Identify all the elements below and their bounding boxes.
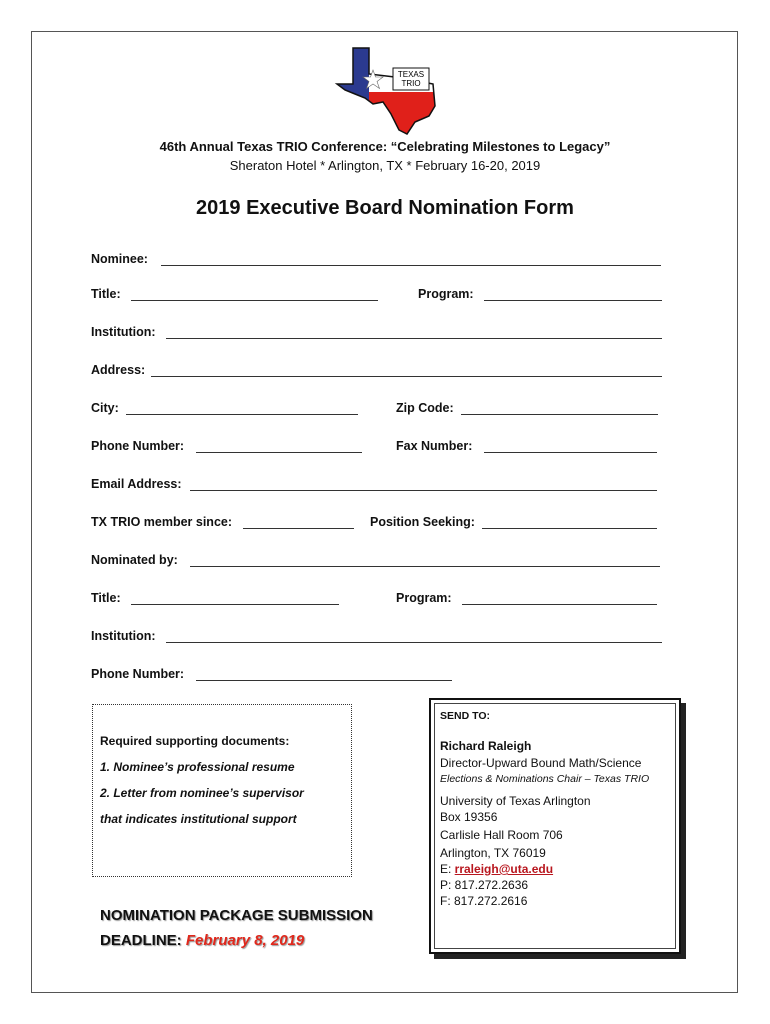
- city-field[interactable]: [91, 401, 119, 415]
- deadline-line-2: [100, 932, 304, 949]
- program-line: [484, 300, 662, 301]
- nominator-institution-label: Institution:: [91, 629, 156, 643]
- nominator-phone-label: Phone Number:: [91, 667, 185, 681]
- program-label: Program:: [418, 287, 474, 301]
- requirements-heading: Required supporting documents:: [100, 734, 290, 748]
- deadline-label: DEADLINE:: [100, 932, 182, 949]
- nominator-institution-line: [166, 642, 662, 643]
- contact-phone: P: 817.272.2636: [440, 878, 529, 892]
- nominee-line: [161, 265, 661, 266]
- nominator-program-line: [462, 604, 657, 605]
- nominator-phone-field[interactable]: [91, 667, 184, 681]
- title-label: Title:: [91, 287, 121, 301]
- position-line: [482, 528, 657, 529]
- address-line: [151, 376, 662, 377]
- fax-line: [484, 452, 657, 453]
- nominated-by-field[interactable]: [91, 553, 178, 567]
- member-since-label: TX TRIO member since:: [91, 515, 233, 529]
- zip-field[interactable]: [396, 401, 454, 415]
- institution-field[interactable]: [91, 325, 156, 339]
- nominee-field[interactable]: [91, 252, 148, 266]
- nominated-by-label: Nominated by:: [91, 553, 178, 567]
- deadline-date: February 8, 2019: [185, 932, 305, 949]
- phone-line: [196, 452, 362, 453]
- fax-field[interactable]: [396, 439, 472, 453]
- city-label: City:: [91, 401, 119, 415]
- nominator-title-field[interactable]: [91, 591, 121, 605]
- requirement-item-2-continued: that indicates institutional support: [100, 812, 297, 826]
- program-field[interactable]: [418, 287, 474, 301]
- contact-room: Carlisle Hall Room 706: [440, 828, 563, 842]
- contact-name: Richard Raleigh: [440, 739, 532, 753]
- address-field[interactable]: [91, 363, 145, 377]
- send-to-box: [429, 698, 681, 954]
- title-line: [131, 300, 378, 301]
- nominated-by-line: [190, 566, 660, 567]
- email-field[interactable]: [91, 477, 182, 491]
- deadline-line-1: NOMINATION PACKAGE SUBMISSION: [100, 907, 373, 924]
- form-title: 2019 Executive Board Nomination Form: [196, 197, 574, 219]
- texas-trio-logo: [333, 44, 438, 136]
- contact-fax: F: 817.272.2616: [440, 894, 528, 908]
- contact-email-link[interactable]: rraleigh@uta.edu: [454, 862, 554, 876]
- email-prefix: E:: [440, 862, 455, 876]
- logo-text-trio: TRIO: [401, 79, 421, 88]
- conference-venue: Sheraton Hotel * Arlington, TX * February 16-20, 2019: [229, 158, 541, 173]
- nominator-title-line: [131, 604, 339, 605]
- contact-position: Director-Upward Bound Math/Science: [440, 756, 642, 770]
- member-since-line: [243, 528, 354, 529]
- contact-city: Arlington, TX 76019: [440, 846, 546, 860]
- email-line: [190, 490, 657, 491]
- logo-text-texas: TEXAS: [397, 70, 425, 79]
- contact-university: University of Texas Arlington: [440, 794, 591, 808]
- city-line: [126, 414, 358, 415]
- requirement-item-2: 2. Letter from nominee’s supervisor: [100, 786, 304, 800]
- fax-label: Fax Number:: [396, 439, 473, 453]
- nominator-program-label: Program:: [396, 591, 452, 605]
- requirement-item-1: 1. Nominee’s professional resume: [100, 760, 295, 774]
- nominator-program-field[interactable]: [396, 591, 452, 605]
- nominator-institution-field[interactable]: [91, 629, 156, 643]
- send-to-heading: SEND TO:: [440, 710, 490, 722]
- zip-line: [461, 414, 658, 415]
- position-label: Position Seeking:: [370, 515, 475, 529]
- title-field[interactable]: [91, 287, 121, 301]
- address-label: Address:: [91, 363, 146, 377]
- position-field[interactable]: [370, 515, 475, 529]
- zip-label: Zip Code:: [396, 401, 454, 415]
- institution-line: [166, 338, 662, 339]
- nominator-phone-line: [196, 680, 452, 681]
- requirements-box: [92, 704, 352, 877]
- member-since-field[interactable]: [91, 515, 232, 529]
- nominator-title-label: Title:: [91, 591, 121, 605]
- phone-field[interactable]: [91, 439, 184, 453]
- nominee-label: Nominee:: [91, 252, 148, 266]
- contact-email-row: [440, 862, 553, 876]
- institution-label: Institution:: [91, 325, 156, 339]
- phone-label: Phone Number:: [91, 439, 185, 453]
- contact-box: Box 19356: [440, 810, 498, 824]
- contact-role: Elections & Nominations Chair – Texas TRIO: [440, 773, 650, 785]
- email-label: Email Address:: [91, 477, 182, 491]
- conference-title: 46th Annual Texas TRIO Conference: “Celebrating Milestones to Legacy”: [159, 139, 611, 154]
